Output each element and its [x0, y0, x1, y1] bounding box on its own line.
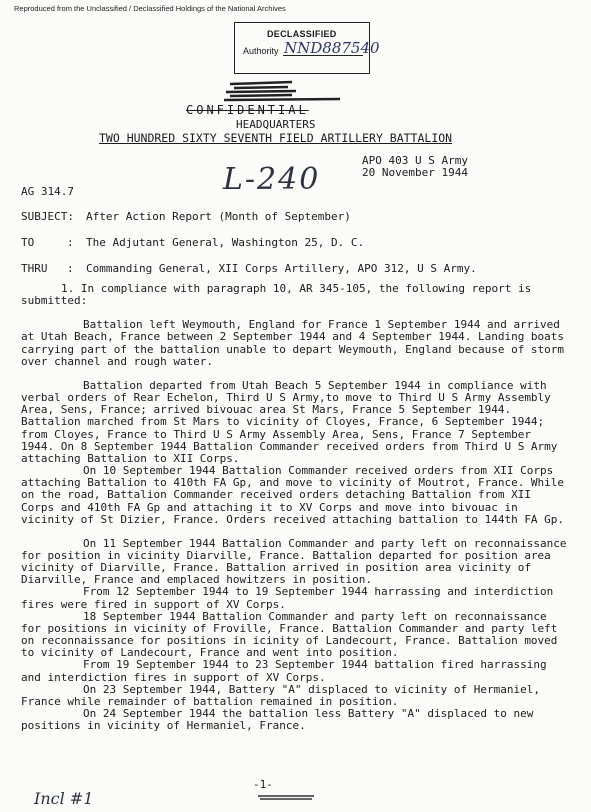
- classification-marking: CONFIDENTIAL: [186, 103, 309, 117]
- report-body: [21, 283, 569, 732]
- paragraph-8: From 19 September 1944 to 23 September 1944 battalion fired harrassing and interdiction fires in support of XV Corps.: [21, 658, 547, 684]
- stamp-title: DECLASSIFIED: [267, 29, 337, 39]
- paragraph-6: From 12 September 1944 to 19 September 1944 harrassing and interdiction fires were fired in support of XV Corps.: [21, 585, 554, 611]
- paragraph-10: On 24 September 1944 the battalion less Battery "A" displaced to new positions in vicinity of Hermaniel, France.: [21, 707, 534, 733]
- headquarters-heading: HEADQUARTERS: [236, 118, 316, 131]
- ag-file-number: AG 314.7: [21, 185, 74, 198]
- subject-value: After Action Report (Month of September): [86, 210, 351, 223]
- stamp-authority-label: Authority: [243, 46, 279, 56]
- to-value: The Adjutant General, Washington 25, D. C.: [86, 236, 365, 249]
- stamp-authority-value: NND887540: [284, 39, 380, 57]
- to-label: TO: [21, 236, 35, 249]
- paragraph-2: Battalion left Weymouth, England for France 1 September 1944 and arrived at Utah Beach, France between 2 September 1944 and 4 September 1944. Landing boats carrying part of the battalion unable to depart Weymouth, England because of storm over channel and rough water.: [21, 318, 565, 368]
- apo-address: APO 403 U S Army: [362, 154, 468, 167]
- handwritten-file-reference: L-240: [223, 162, 321, 197]
- subject-label: SUBJECT:: [21, 210, 74, 223]
- to-colon: :: [67, 236, 74, 249]
- document-date: 20 November 1944: [362, 166, 468, 179]
- declassified-stamp: [234, 22, 380, 74]
- paragraph-7: 18 September 1944 Battalion Commander and party left on reconnaissance for positions in vicinity of Froville, France. Battalion Commander and party left on reconnaissance for positions in icinity of Landecourt, France. Battalion moved to vicinity of Landecourt, France and went into position.: [21, 609, 558, 660]
- paragraph-9: On 23 September 1944, Battery "A" displaced to vicinity of Hermaniel, France while remainder of battalion remained in position.: [21, 682, 540, 708]
- paragraph-3: Battalion departed from Utah Beach 5 September 1944 in compliance with verbal orders of Rear Echelon, Third U S Army,to move to Third U S Army Assembly Area, Sens, France; arrived bivouac area St Mars, France 5 September 1944. Battalion marched from St Mars to vicinity of Cloyes, France, 6 September 1944; from Cloyes, France to Third U S Army Assembly Area, Sens, France 7 September 1944. On 8 September 1944 Battalion Commander received orders from Third U S Army attaching Battalion to XII Corps.: [21, 378, 558, 465]
- paragraph-4: On 10 September 1944 Battalion Commander received orders from XII Corps attaching Battalion to 410th FA Gp, and move to vicinity of Moutrot, France. While on the road, Battalion Commander received orders detaching Battalion from XII Corps and 410th FA Gp and attaching it to XV Corps and move into bivouac in vicinity of St Dizier, France. Orders received attaching battalion to 144th FA Gp.: [21, 464, 565, 526]
- battalion-heading: TWO HUNDRED SIXTY SEVENTH FIELD ARTILLERY BATTALION: [99, 131, 453, 145]
- apo-block: [362, 155, 468, 179]
- thru-colon: :: [67, 262, 74, 275]
- paragraph-1: 1. In compliance with paragraph 10, AR 345-105, the following report is submitted:: [21, 282, 532, 308]
- page-number: -1-: [253, 778, 273, 791]
- paragraph-5: On 11 September 1944 Battalion Commander and party left on reconnaissance for position in vicinity Diarville, France. Battalion departed for position area vicinity of Diarville, France. Battalion arrived in position area vicinity of Diarville, France and emplaced howitzers in position.: [21, 536, 567, 587]
- handwritten-enclosure-note: Incl #1: [34, 789, 94, 808]
- footer-scribble: [256, 793, 316, 801]
- redaction-scribble: [222, 78, 342, 104]
- archive-provenance-note: Reproduced from the Unclassified / Declassified Holdings of the National Archives: [14, 4, 286, 13]
- thru-value: Commanding General, XII Corps Artillery, APO 312, U S Army.: [86, 262, 477, 275]
- faded-received-stamp: [435, 178, 438, 190]
- thru-label: THRU: [21, 262, 48, 275]
